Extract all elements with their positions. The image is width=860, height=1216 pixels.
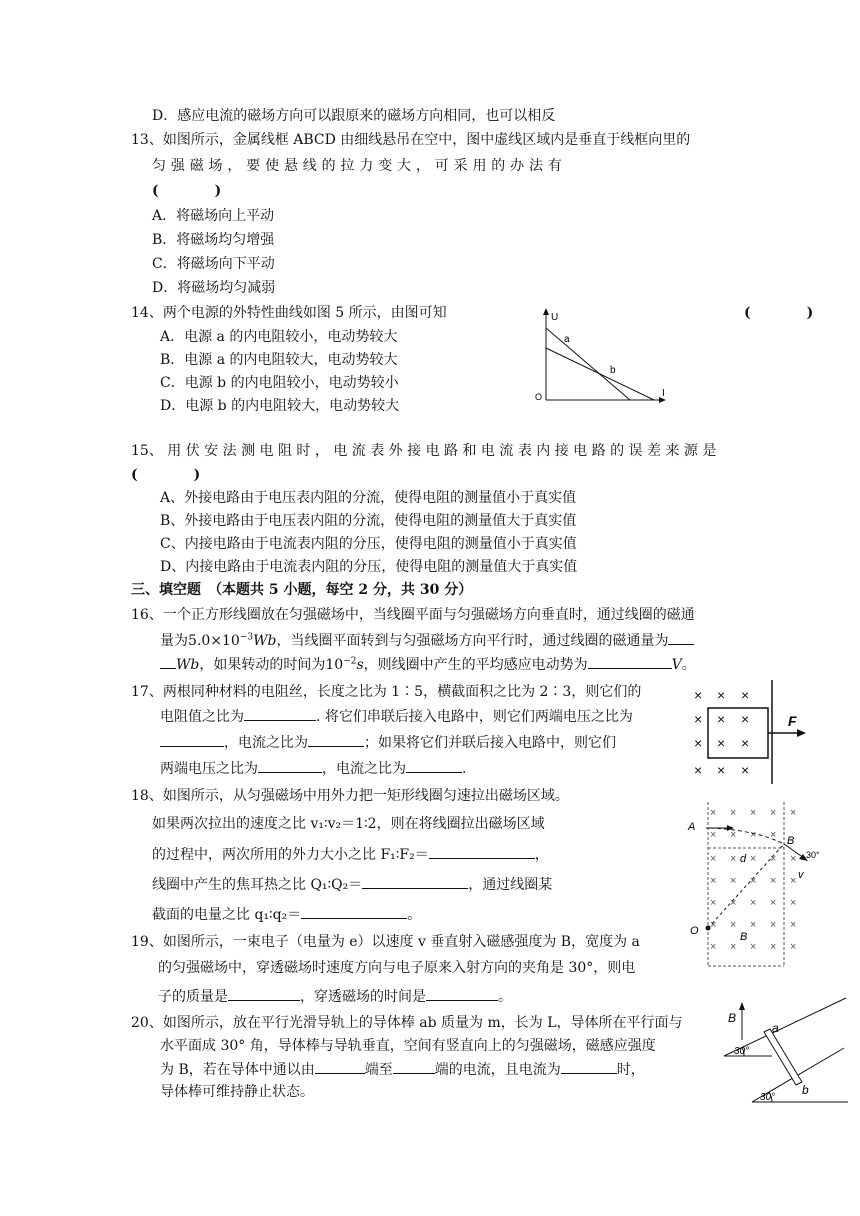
q19-text: 。 <box>498 989 512 1005</box>
force-label: F <box>788 713 797 729</box>
q20-inclined-rails-figure <box>716 996 852 1108</box>
q16-text: 。 <box>681 657 696 673</box>
q17-magnetic-field-figure <box>688 678 818 786</box>
svg-text:×: × <box>694 687 703 703</box>
q13-option-b: B．将磁场均匀增强 <box>152 232 275 248</box>
q18-text: ， <box>534 847 549 863</box>
svg-text:×: × <box>710 807 717 819</box>
origin-label: O <box>535 392 543 402</box>
angle-label: 30° <box>806 850 820 860</box>
svg-text:×: × <box>770 853 777 865</box>
q14-ui-graph <box>530 306 675 410</box>
q15-option-d: D、内接电路由于电流表内阻的分压，使得电阻的测量值大于真实值 <box>160 559 578 575</box>
axis-u-label: U <box>551 312 559 323</box>
q13-option-a: A．将磁场向上平动 <box>152 208 275 224</box>
q19-blank-2[interactable] <box>426 986 498 1001</box>
point-a-label: A <box>688 821 696 833</box>
q18-blank-1[interactable] <box>429 844 535 859</box>
width-d-label: d <box>740 853 747 865</box>
q16-volt-unit: V <box>671 657 682 673</box>
q18-line2: 如果两次拉出的速度之比 v₁∶v₂＝1∶2，则在将线圈拉出磁场区域 <box>152 816 545 832</box>
q17-blank-4[interactable] <box>258 758 322 773</box>
q18-text: 。 <box>407 907 422 923</box>
field-crosses <box>694 687 749 778</box>
q20-blank-2[interactable] <box>393 1059 435 1074</box>
q16-unit: Wb <box>176 657 200 673</box>
svg-text:×: × <box>770 807 777 819</box>
q16-flux-unit: Wb <box>253 633 277 649</box>
q17-text: ，电流之比为 <box>224 735 308 751</box>
q18-text: ，通过线圈某 <box>468 877 553 893</box>
svg-text:×: × <box>790 919 797 931</box>
q14-option-b: B．电源 a 的内电阻较大，电动势较大 <box>160 352 398 368</box>
q20-text: 端至 <box>364 1062 393 1078</box>
svg-text:×: × <box>790 897 797 909</box>
svg-text:×: × <box>717 735 726 751</box>
q18-blank-3[interactable] <box>301 904 407 919</box>
rod-end-a-label: a <box>772 1021 779 1035</box>
svg-text:×: × <box>694 735 703 751</box>
q20-line3 <box>160 1059 645 1080</box>
q16-blank-2[interactable] <box>588 654 672 669</box>
svg-text:×: × <box>710 829 717 841</box>
q20-line1: 20、如图所示，放在平行光滑导轨上的导体棒 ab 质量为 m，长为 L，导体所在平行面与 <box>131 1015 683 1031</box>
angle-lower-label: 30° <box>760 1092 776 1103</box>
q16-time-unit: s <box>356 657 364 673</box>
q12-option-d: D．感应电流的磁场方向可以跟原来的磁场方向相同，也可以相反 <box>152 108 556 124</box>
q17-text: 两端电压之比为 <box>160 761 258 777</box>
svg-text:×: × <box>694 711 703 727</box>
svg-text:×: × <box>770 897 777 909</box>
q19-text: ，穿透磁场的时间是 <box>300 989 426 1005</box>
svg-text:×: × <box>750 875 757 887</box>
q14-answer-paren: ( ) <box>744 305 814 321</box>
q18-text: 线圈中产生的焦耳热之比 Q₁∶Q₂＝ <box>152 877 363 893</box>
q15-answer-paren: ( ) <box>131 467 201 483</box>
q14-option-d: D．电源 b 的内电阻较大，电动势较大 <box>160 398 400 414</box>
q17-text: ；如果将它们并联后接入电路中，则它们 <box>364 735 616 751</box>
q18-blank-2[interactable] <box>362 874 468 889</box>
q15-stem: 15、 用 伏 安 法 测 电 阻 时 ， 电 流 表 外 接 电 路 和 电 流 表 内 接 电 路 的 误 差 来 源 是 <box>131 443 717 459</box>
q19-text: 子的质量是 <box>158 989 228 1005</box>
svg-text:×: × <box>730 875 737 887</box>
q13-option-d: D．将磁场均匀减弱 <box>152 280 276 296</box>
svg-text:×: × <box>750 941 757 953</box>
q16-flux-value: 5.0×10 <box>188 633 240 649</box>
q18-line1: 18、如图所示，从匀强磁场中用外力把一矩形线圈匀速拉出磁场区域。 <box>131 788 569 804</box>
svg-text:×: × <box>790 875 797 887</box>
svg-text:×: × <box>750 829 757 841</box>
q15-option-b: B、外接电路由于电压表内阻的分流，使得电阻的测量值大于真实值 <box>160 513 577 529</box>
svg-text:×: × <box>710 941 717 953</box>
q14-option-a: A．电源 a 的内电阻较小，电动势较大 <box>160 329 398 345</box>
svg-text:×: × <box>710 875 717 887</box>
q20-text: 端的电流，且电流为 <box>434 1062 561 1078</box>
svg-text:×: × <box>741 762 750 778</box>
svg-text:×: × <box>741 711 750 727</box>
svg-text:×: × <box>730 807 737 819</box>
q20-line2: 水平面成 30° 角，导体棒与导轨垂直，空间有竖直向上的匀强磁场，磁感应强度 <box>160 1038 656 1054</box>
line-b <box>546 348 654 400</box>
svg-text:×: × <box>694 762 703 778</box>
q17-blank-1[interactable] <box>244 706 316 721</box>
q17-blank-3[interactable] <box>308 732 364 747</box>
svg-text:×: × <box>717 711 726 727</box>
q15-option-a: A、外接电路由于电压表内阻的分流，使得电阻的测量值小于真实值 <box>160 490 577 506</box>
q16-text: 量为 <box>160 633 188 649</box>
q13-stem-line2: 匀 强 磁 场 ， 要 使 悬 线 的 拉 力 变 大 ， 可 采 用 的 办 法 有 <box>152 158 563 174</box>
q16-time-base: 10 <box>325 657 344 673</box>
q19-line3 <box>158 986 512 1007</box>
q17-line2 <box>160 706 633 727</box>
line-a <box>546 328 630 400</box>
q13-option-c: C．将磁场向下平动 <box>152 256 275 272</box>
svg-text:×: × <box>741 687 750 703</box>
field-b-label: B <box>728 1011 737 1025</box>
q20-text: 时， <box>616 1062 645 1078</box>
q20-blank-3[interactable] <box>561 1059 617 1074</box>
q18-text: 截面的电量之比 q₁∶q₂＝ <box>152 907 302 923</box>
q16-text: ，则线圈中产生的平均感应电动势为 <box>363 657 588 673</box>
q17-blank-2[interactable] <box>160 732 224 747</box>
q17-line1: 17、两根同种材料的电阻丝，长度之比为 1∶5，横截面积之比为 2∶3，则它们的 <box>131 684 642 700</box>
svg-text:×: × <box>710 897 717 909</box>
q13-answer-paren: ( ) <box>152 183 222 199</box>
q17-text: ，电流之比为 <box>322 761 406 777</box>
q17-line3 <box>160 732 616 753</box>
svg-text:×: × <box>790 807 797 819</box>
svg-text:×: × <box>750 853 757 865</box>
q16-flux-exp: −3 <box>239 632 254 643</box>
svg-text:×: × <box>770 875 777 887</box>
svg-text:×: × <box>710 919 717 931</box>
svg-text:×: × <box>730 897 737 909</box>
svg-text:×: × <box>750 897 757 909</box>
q19-blank-1[interactable] <box>228 986 300 1001</box>
q19-line1: 19、如图所示，一束电子（电量为 e）以速度 v 垂直射入磁感强度为 B，宽度为 a <box>131 934 640 950</box>
rod-end-b-label: b <box>802 1083 809 1097</box>
q16-line2 <box>160 630 694 651</box>
q19-electron-beam-figure <box>686 800 826 970</box>
svg-text:×: × <box>790 941 797 953</box>
svg-text:×: × <box>730 829 737 841</box>
svg-text:×: × <box>730 853 737 865</box>
svg-text:×: × <box>730 941 737 953</box>
q16-time-exp: −2 <box>343 656 357 667</box>
q18-line3 <box>152 844 549 865</box>
q20-text: 为 B，若在导体中通以由 <box>160 1062 315 1078</box>
curve-b-label: b <box>610 365 616 376</box>
field-b-label: B <box>740 931 748 943</box>
q15-option-c: C、内接电路由于电流表内阻的分压，使得电阻的测量值小于真实值 <box>160 536 577 552</box>
svg-text:×: × <box>717 687 726 703</box>
q20-blank-1[interactable] <box>315 1059 365 1074</box>
q16-blank-1a[interactable] <box>668 630 694 645</box>
q16-text: ，如果转动的时间为 <box>199 657 326 673</box>
svg-text:×: × <box>710 853 717 865</box>
svg-text:×: × <box>770 829 777 841</box>
curve-a-label: a <box>564 334 570 345</box>
svg-text:×: × <box>730 919 737 931</box>
q16-blank-1b[interactable] <box>160 654 176 669</box>
svg-text:×: × <box>770 919 777 931</box>
q17-blank-5[interactable] <box>406 758 462 773</box>
q18-text: 的过程中，两次所用的外力大小之比 F₁∶F₂＝ <box>152 847 429 863</box>
svg-text:×: × <box>750 807 757 819</box>
q18-line5 <box>152 904 421 925</box>
q13-stem-line1: 13、如图所示，金属线框 ABCD 由细线悬吊在空中，图中虚线区域内是垂直于线框向里的 <box>131 132 691 148</box>
q14-option-c: C．电源 b 的内电阻较小，电动势较小 <box>160 375 399 391</box>
q17-text: 电阻值之比为 <box>160 709 244 725</box>
q19-line2: 的匀强磁场中，穿透磁场时速度方向与电子原来入射方向的夹角是 30°，则电 <box>158 960 636 976</box>
q18-line4 <box>152 874 552 895</box>
q16-text: ，当线圈平面转到与匀强磁场方向平行时，通过线圈的磁通量为 <box>276 633 669 649</box>
svg-text:×: × <box>750 919 757 931</box>
svg-text:×: × <box>790 853 797 865</box>
svg-text:×: × <box>741 735 750 751</box>
q17-text: . 将它们串联后接入电路中，则它们两端电压之比为 <box>316 709 633 725</box>
q17-line4 <box>160 758 466 779</box>
section-fill-in-heading: 三、填空题 （本题共 5 小题，每空 2 分，共 30 分） <box>131 582 473 598</box>
q17-text: . <box>462 761 467 777</box>
svg-text:×: × <box>770 941 777 953</box>
q16-line1: 16、一个正方形线圈放在匀强磁场中，当线圈平面与匀强磁场方向垂直时，通过线圈的磁通 <box>131 607 695 623</box>
velocity-label: v <box>798 869 804 881</box>
q20-line4: 导体棒可维持静止状态。 <box>160 1084 314 1100</box>
svg-text:×: × <box>717 762 726 778</box>
axis-i-label: I <box>662 388 665 399</box>
field-crosses <box>710 807 796 953</box>
angle-upper-label: 30° <box>734 1046 750 1057</box>
q16-line3 <box>160 654 696 675</box>
origin-o-label: O <box>690 925 699 937</box>
point-b-label: B <box>787 835 795 847</box>
q14-stem: 14、两个电源的外特性曲线如图 5 所示，由图可知 <box>131 305 447 321</box>
